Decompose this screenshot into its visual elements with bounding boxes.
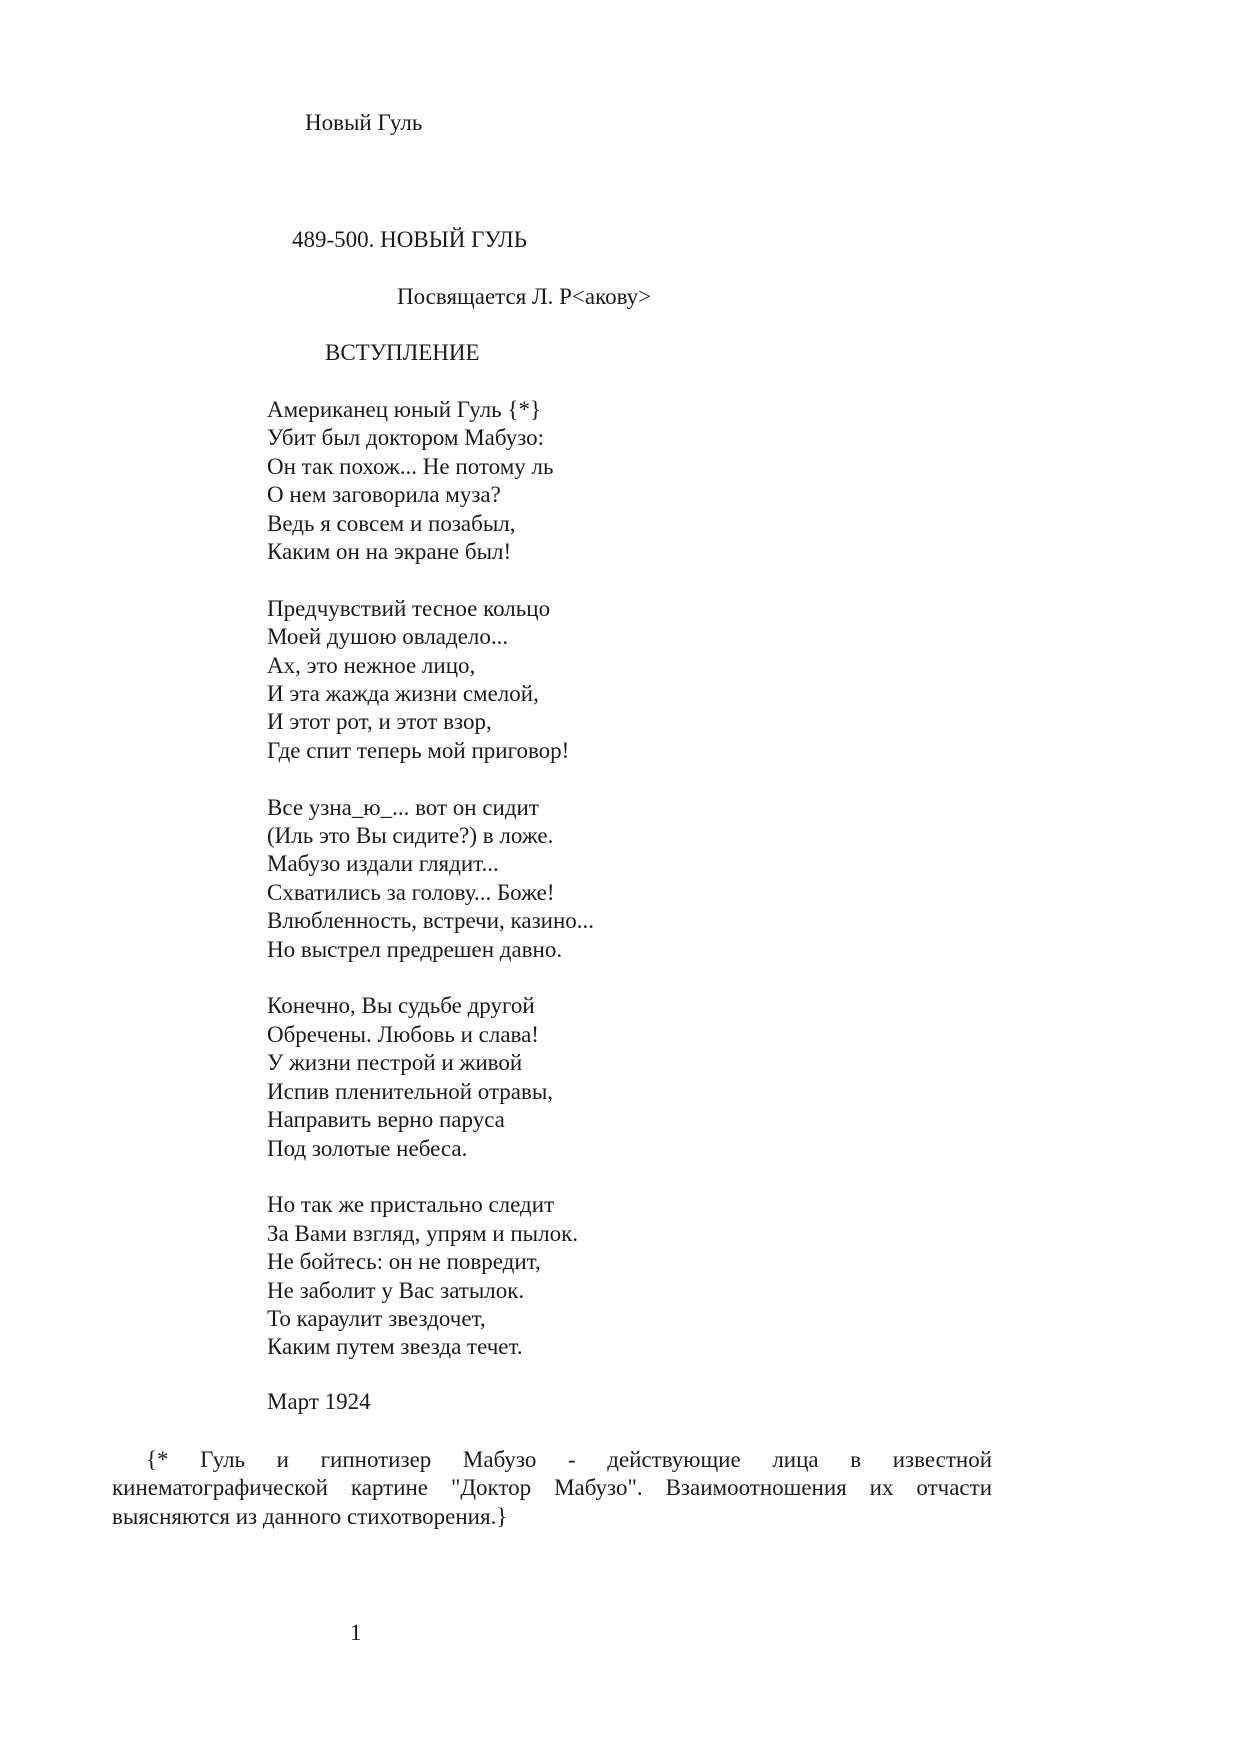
poem-line: Конечно, Вы судьбе другой (267, 993, 535, 1019)
footnote (112, 1446, 992, 1531)
poem-line: Под золотые небеса. (267, 1135, 468, 1161)
poem-line: Убит был доктором Мабузо: (267, 425, 545, 451)
poem-line: О нем заговорила муза? (267, 482, 501, 508)
poem-line: Но так же пристально следит (267, 1192, 555, 1218)
footnote-line: выясняются из данного стихотворения.} (112, 1503, 508, 1529)
poem-dedication: Посвящается Л. Р<акову> (397, 284, 652, 309)
stanza (267, 1191, 594, 1361)
page-number: 1 (350, 1620, 362, 1645)
poem-line: Схватились за голову... Боже! (267, 879, 555, 905)
poem-line: Каким он на экране был! (267, 539, 512, 565)
stanza (267, 794, 594, 964)
poem-line: Американец юный Гуль {*} (267, 397, 542, 422)
poem-line: За Вами взгляд, упрям и пылок. (267, 1220, 579, 1246)
poem-line: Не заболит у Вас затылок. (267, 1277, 525, 1303)
poem-line: Все узна_ю_... вот он сидит (267, 794, 539, 820)
poem-line: Но выстрел предрешен давно. (267, 936, 563, 962)
poem-title: 489-500. НОВЫЙ ГУЛЬ (292, 227, 527, 252)
document-header-title: Новый Гуль (305, 110, 423, 135)
footnote-line: кинематографической картине "Доктор Мабузо". Взаимоотношения их отчасти (112, 1475, 992, 1501)
poem-line: То караулит звездочет, (267, 1305, 486, 1331)
poem-body (267, 396, 594, 1390)
poem-line: Обречены. Любовь и слава! (267, 1021, 539, 1047)
poem-line: (Иль это Вы сидите?) в ложе. (267, 823, 554, 849)
poem-line: И этот рот, и этот взор, (267, 709, 492, 735)
poem-line: Он так похож... Не потому ль (267, 453, 554, 479)
poem-line: Мабузо издали глядит... (267, 851, 499, 877)
poem-line: Где спит теперь мой приговор! (267, 737, 570, 763)
poem-line: Предчувствий тесное кольцо (267, 595, 551, 621)
stanza (267, 992, 594, 1162)
poem-line: Испив пленительной отравы, (267, 1078, 554, 1104)
poem-date: Март 1924 (267, 1389, 371, 1414)
footnote-line: {* Гуль и гипнотизер Мабузо - действующие лица в известной (146, 1447, 992, 1472)
poem-line: И эта жажда жизни смелой, (267, 681, 539, 707)
poem-line: Моей душою овладело... (267, 624, 509, 650)
poem-line: Каким путем звезда течет. (267, 1334, 523, 1360)
poem-line: У жизни пестрой и живой (267, 1050, 523, 1076)
poem-line: Не бойтесь: он не повредит, (267, 1249, 541, 1275)
section-heading: ВСТУПЛЕНИЕ (325, 340, 480, 365)
poem-line: Ведь я совсем и позабыл, (267, 510, 516, 536)
poem-line: Направить верно паруса (267, 1107, 505, 1133)
stanza (267, 396, 594, 566)
poem-line: Ах, это нежное лицо, (267, 652, 476, 678)
stanza (267, 595, 594, 765)
poem-line: Влюбленность, встречи, казино... (267, 908, 595, 934)
